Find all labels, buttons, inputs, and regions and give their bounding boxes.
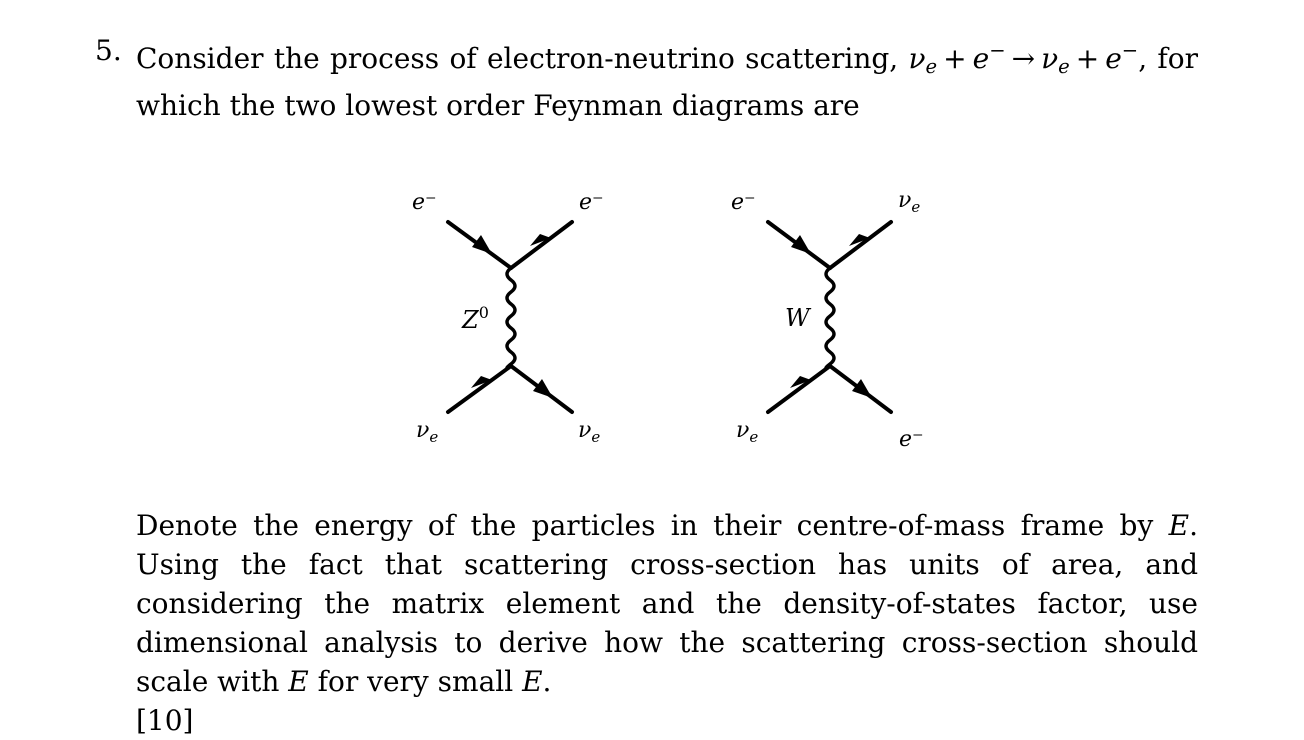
incoming-neutrino-line — [448, 366, 511, 412]
intro-text: Consider the process of electron-neutrino scattering, — [136, 41, 899, 75]
label-top-left-electron: e⁻ — [412, 190, 437, 215]
feynman-diagram-z0 — [412, 190, 604, 446]
outgoing-neutrino-line — [830, 222, 891, 268]
question-number: 5. — [95, 34, 122, 67]
variable-E: E — [1168, 509, 1190, 542]
label-w-boson: W — [785, 304, 810, 332]
arrow-head — [852, 379, 872, 398]
intro-line-2: which the two lowest order Feynman diagrams are — [136, 88, 860, 122]
w-boson-propagator — [826, 268, 834, 368]
label-top-left-electron: e⁻ — [731, 190, 756, 215]
feynman-diagram-w — [731, 188, 924, 452]
variable-E: E — [288, 665, 309, 698]
label-top-right-electron: e⁻ — [579, 190, 604, 215]
label-bottom-right-electron: e⁻ — [899, 427, 924, 452]
question-body — [136, 506, 1198, 740]
variable-E: E — [522, 665, 543, 698]
label-z-boson: $Z^0$ — [462, 303, 489, 334]
label-bottom-left-neutrino: $\nu_e$ — [736, 418, 759, 446]
arrow-head — [472, 235, 492, 254]
label-bottom-left-neutrino: $\nu_e$ — [416, 418, 439, 446]
body-text-b: . Using the fact that scattering cross-section has units of area, and considering the matrix element and the density-of-states factor, use dimensional analysis to derive how the scattering cross-section should scale with — [136, 509, 1198, 698]
body-text-c: for very small — [317, 665, 514, 698]
z-boson-propagator — [507, 268, 515, 368]
label-top-right-neutrino: $\nu_e$ — [898, 188, 921, 216]
outgoing-electron-line — [511, 222, 572, 268]
arrow-head — [533, 379, 553, 398]
incoming-neutrino-line — [768, 366, 830, 412]
marks-label: [10] — [136, 704, 194, 737]
body-text-a: Denote the energy of the particles in their centre-of-mass frame by — [136, 509, 1154, 542]
body-end: . — [542, 665, 552, 698]
process-equation: $\nu_e + e^- \to \nu_e + e^-$ — [908, 39, 1139, 78]
intro-line-1-end: , for — [1138, 41, 1198, 75]
arrow-head — [791, 235, 811, 254]
label-bottom-right-neutrino: $\nu_e$ — [578, 418, 601, 446]
